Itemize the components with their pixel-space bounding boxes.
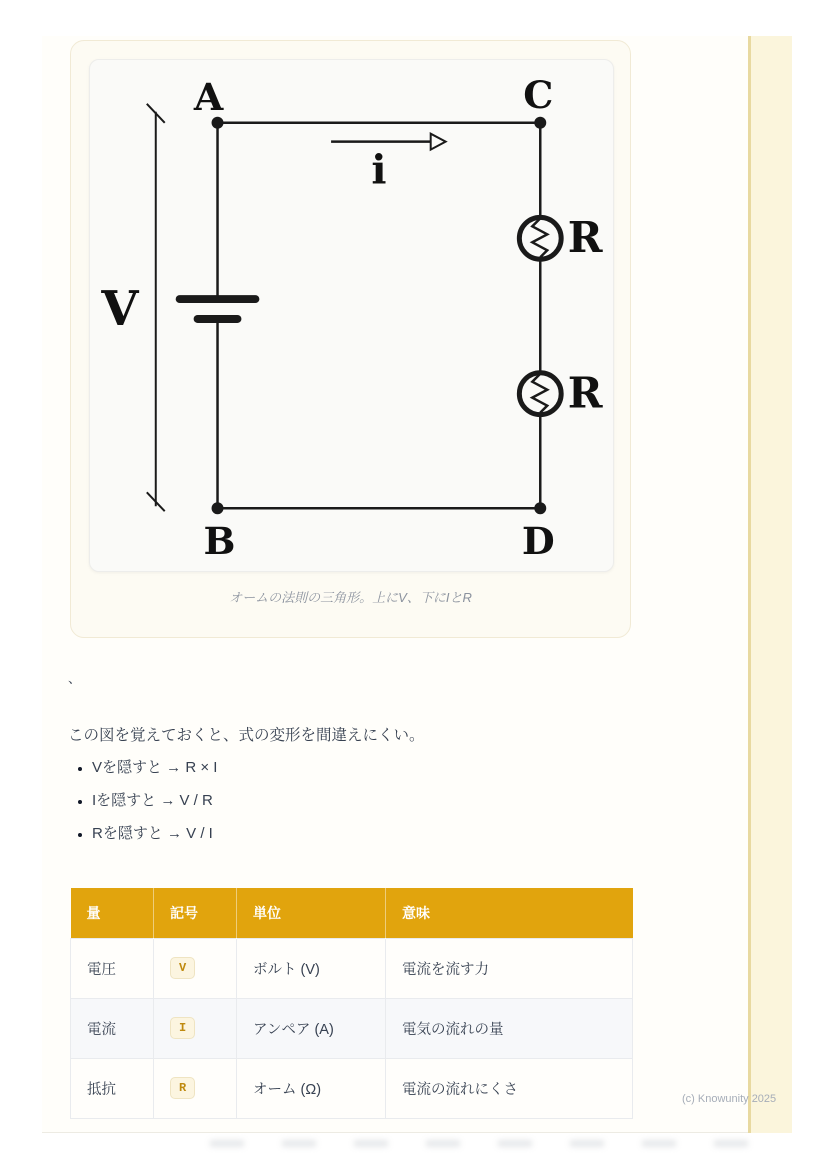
node-label-b: B: [203, 518, 236, 564]
quantity-cell: 電流: [71, 998, 154, 1058]
column-header-symbol: 記号: [154, 888, 237, 938]
formula-bullet-list: [74, 758, 217, 857]
list-item: • Rを隠すと → V / I: [92, 824, 217, 844]
node-label-c: C: [523, 71, 554, 117]
copyright-watermark: (c) Knowunity 2025: [682, 1093, 777, 1105]
column-header-meaning: 意味: [386, 888, 633, 938]
figure-caption: オームの法則の三角形。上にV、下にIとR: [229, 590, 472, 605]
resistor-2: [519, 373, 561, 415]
page-break-smudge: [210, 1140, 750, 1147]
quantity-cell: 抵抗: [71, 1058, 154, 1118]
unit-cell: ボルト (V): [237, 938, 386, 998]
voltage-label: V: [101, 280, 139, 337]
resistor1-label: R: [567, 213, 603, 263]
resistor-1: [519, 217, 561, 259]
battery-symbol: [180, 299, 256, 319]
quantities-table: [70, 888, 633, 1119]
symbol-cell: [154, 1058, 237, 1118]
symbol-cell: [154, 938, 237, 998]
circuit-diagram-image: [89, 59, 614, 572]
figure-card: [70, 40, 631, 638]
current-arrow: [331, 134, 446, 150]
intro-paragraph: この図を覚えておくと、式の変形を間違えにくい。: [68, 727, 425, 744]
column-header-quantity: 量: [71, 888, 154, 938]
meaning-cell: 電気の流れの量: [386, 998, 633, 1058]
table-header-row: [71, 888, 633, 938]
table-row: [71, 1058, 633, 1118]
current-label: i: [371, 147, 387, 194]
meaning-cell: 電流の流れにくさ: [386, 1058, 633, 1118]
unit-cell: アンペア (A): [237, 998, 386, 1058]
symbol-cell: [154, 998, 237, 1058]
column-header-unit: 単位: [237, 888, 386, 938]
list-item: • Vを隠すと → R × I: [92, 758, 217, 778]
table-row: [71, 998, 633, 1058]
document-page: [42, 36, 792, 1133]
page-margin-strip: [748, 36, 792, 1133]
symbol-badge: R: [170, 1077, 195, 1099]
table-row: [71, 938, 633, 998]
symbol-badge: V: [170, 957, 195, 979]
meaning-cell: 電流を流す力: [386, 938, 633, 998]
circuit-diagram: [90, 60, 613, 571]
dimension-line: [147, 104, 165, 511]
unit-cell: オーム (Ω): [237, 1058, 386, 1118]
stray-comma: 、: [68, 671, 82, 686]
symbol-badge: I: [170, 1017, 195, 1039]
node-label-d: D: [521, 518, 555, 564]
list-item: • Iを隠すと → V / R: [92, 791, 217, 811]
resistor2-label: R: [567, 368, 603, 418]
node-label-a: A: [193, 73, 224, 119]
quantity-cell: 電圧: [71, 938, 154, 998]
